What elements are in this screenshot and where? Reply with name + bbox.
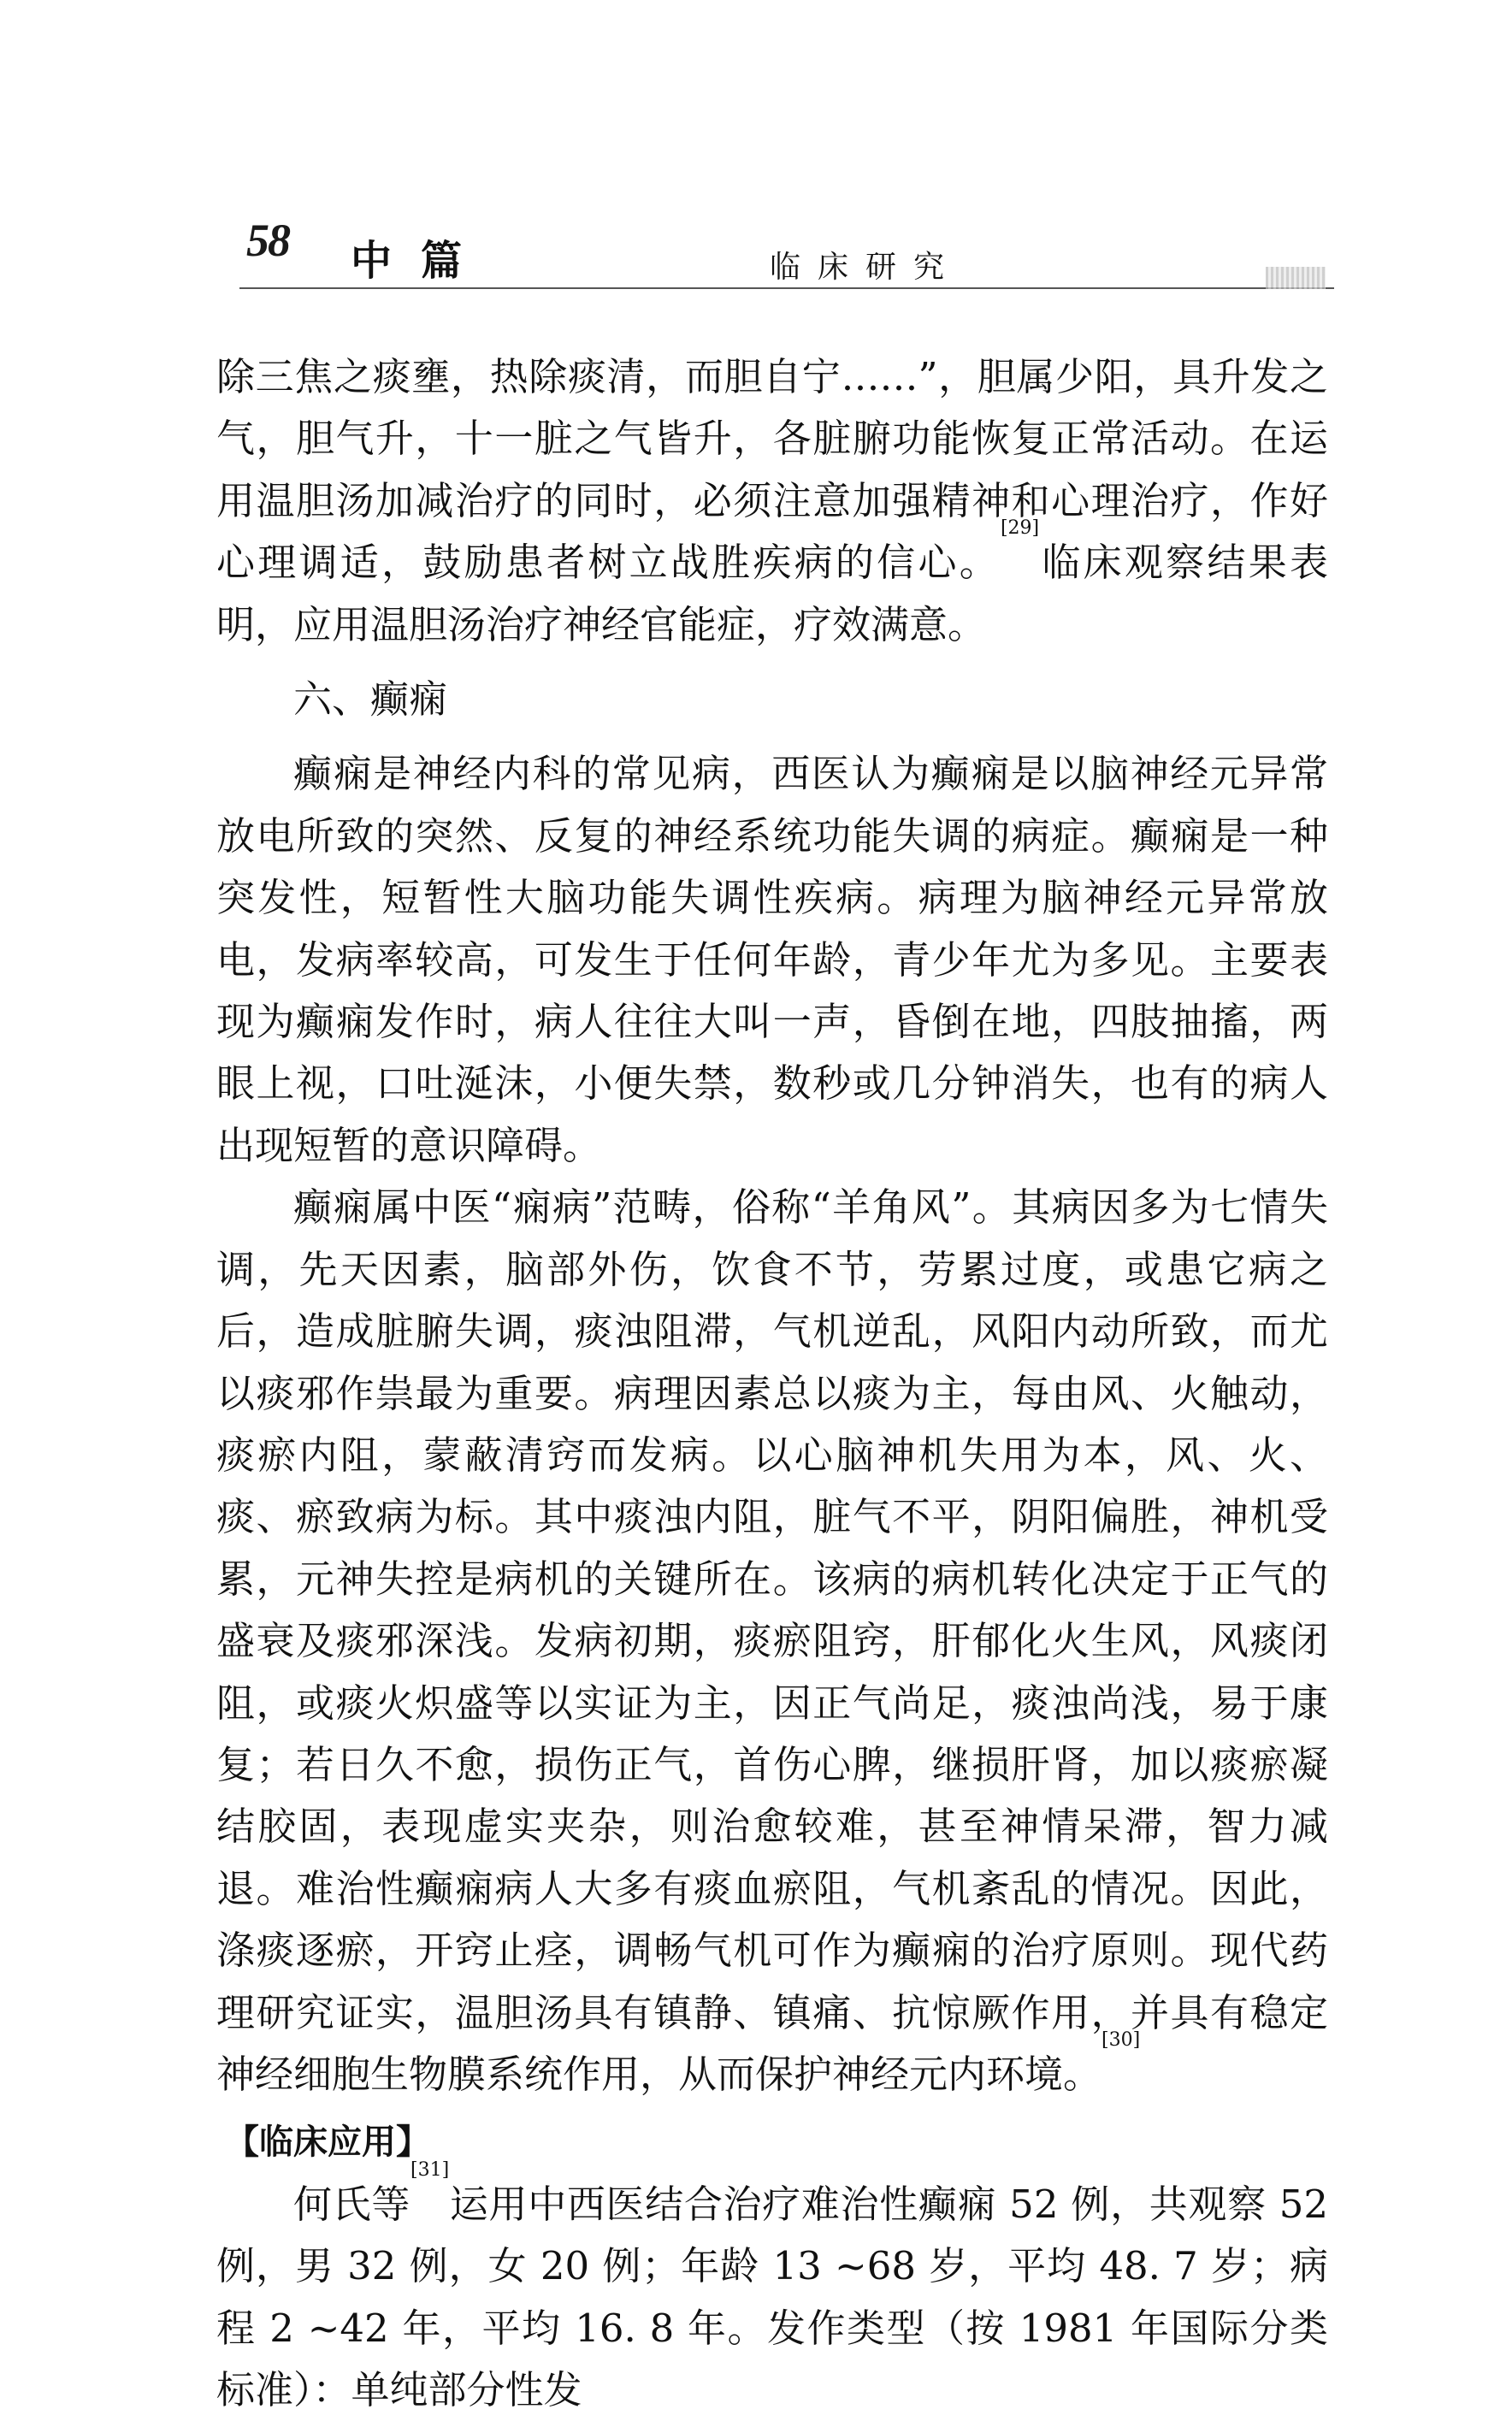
page-number: 58 xyxy=(246,215,289,266)
page-body xyxy=(216,346,1328,2421)
clinical-heading-text: 【临床应用】 xyxy=(225,2123,430,2163)
section-heading-epilepsy: 六、癫痫 xyxy=(293,676,448,723)
paragraph-epilepsy-western: 癫痫是神经内科的常见病，西医认为癫痫是以脑神经元异常放电所致的突然、反复的神经系统功能失调的病症。癫痫是一种突发性，短暂性大脑功能失调性疾病。病理为脑神经元异常放电，发病率较高，可发生于任何年龄，青少年尤为多见。主要表现为癫痫发作时，病人往往大叫一声，昏倒在地，四肢抽搐，两眼上视，口吐涎沫，小便失禁，数秒或几分钟消失，也有的病人出现短暂的意识障碍。 xyxy=(216,751,1328,1168)
paragraph-epilepsy-tcm xyxy=(216,1177,1328,2105)
page-header xyxy=(231,205,1334,299)
citation-ref: [31] xyxy=(410,2158,450,2181)
section-label: 中篇 xyxy=(351,237,492,285)
paragraph-continuation xyxy=(216,346,1328,656)
paragraph-text: 临床观察结果表明，应用温胆汤治疗神经官能症，疗效满意。 xyxy=(216,540,1328,647)
paragraph-text: 运用中西医结合治疗难治性癫痫 52 例，共观察 52 例，男 32 例，女 20 例；年龄 13 ~68 岁，平均 48. 7 岁；病程 2 ~42 年，平均 16. 8 年。发作类型（按 1981 年国际分类标准）：单纯部分性发 xyxy=(216,2181,1328,2412)
section-title: 临床研究 xyxy=(770,250,962,285)
scan-artifact xyxy=(1266,267,1326,289)
paragraph-text: 癫痫属中医“痫病”范畴，俗称“羊角风”。其病因多为七情失调，先天因素，脑部外伤，饮食不节，劳累过度，或患它病之后，造成脏腑失调，痰浊阻滞，气机逆乱，风阳内动所致，而尤以痰邪作祟最为重要。病理因素总以痰为主，每由风、火触动，痰瘀内阻，蒙蔽清窍而发病。以心脑神机失用为本，风、火、痰、瘀致病为标。其中痰浊内阻，脏气不平，阴阳偏胜，神机受累，元神失控是病机的关键所在。该病的病机转化决定于正气的盛衰及痰邪深浅。发病初期，痰瘀阻窍，肝郁化火生风，风痰闭阻，或痰火炽盛等以实证为主，因正气尚足，痰浊尚浅，易于康复；若日久不愈，损伤正气，首伤心脾，继损肝肾，加以痰瘀凝结胶固，表现虚实夹杂，则治愈较难，甚至神情呆滞，智力减退。难治性癫痫病人大多有痰血瘀阻，气机紊乱的情况。因此，涤痰逐瘀，开窍止痉，调畅气机可作为癫痫的治疗原则。现代药理研究证实，温胆汤具有镇静、镇痛、抗惊厥作用，并具有稳定神经细胞生物膜系统作用，从而保护神经元内环境。 xyxy=(216,1184,1328,2097)
paragraph-clinical-case xyxy=(216,2158,1328,2421)
header-divider xyxy=(239,287,1334,289)
citation-ref: [29] xyxy=(1000,517,1040,540)
paragraph-text: 何氏等 xyxy=(293,2181,411,2227)
clinical-application-heading xyxy=(216,2110,1328,2173)
citation-ref: [30] xyxy=(1102,2028,1141,2051)
paragraph-text: 除三焦之痰壅，热除痰清，而胆自宁……”，胆属少阳，具升发之气，胆气升，十一脏之气皆升，各脏腑功能恢复正常活动。在运用温胆汤加减治疗的同时，必须注意加强精神和心理治疗，作好心理调适，鼓励患者树立战胜疾病的信心。 xyxy=(216,354,1328,586)
